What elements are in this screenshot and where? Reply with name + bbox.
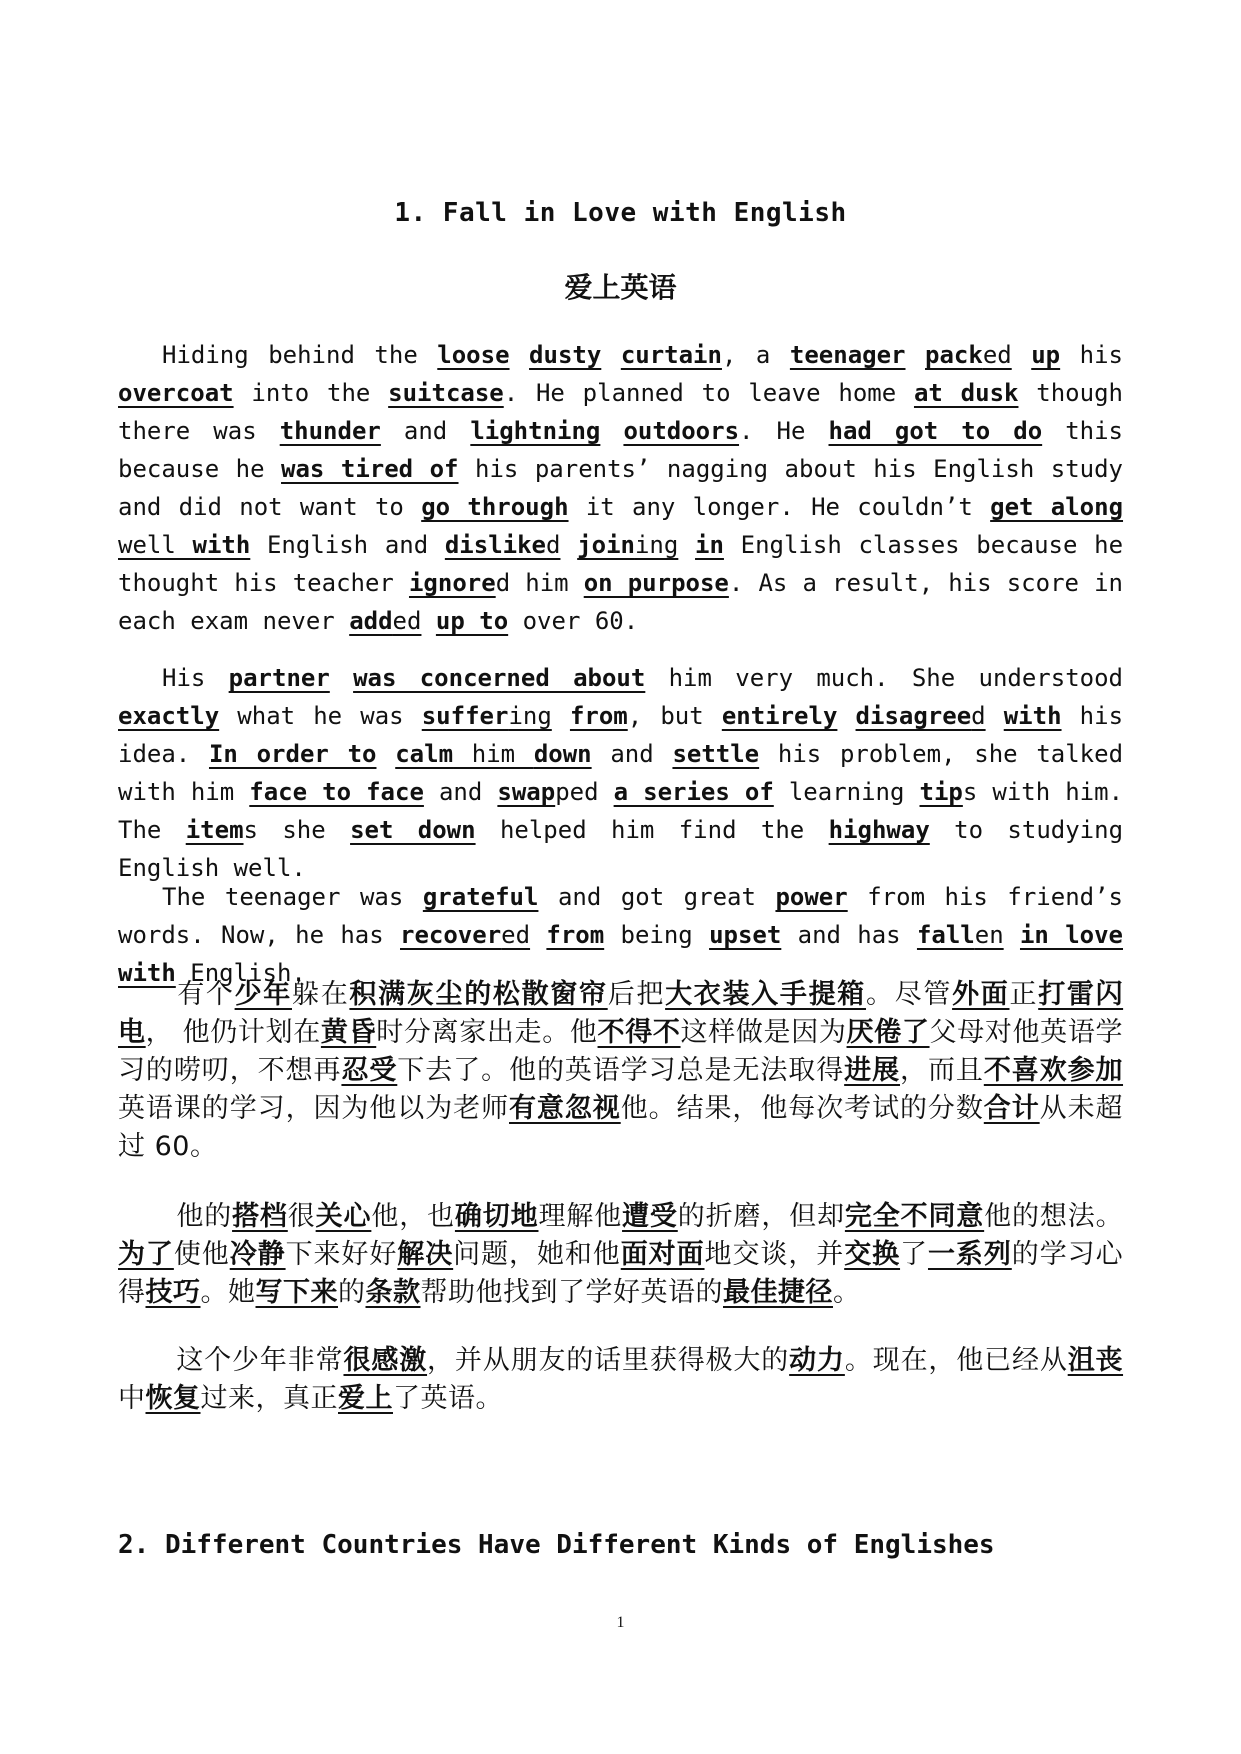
text-run: him very much. She understood xyxy=(645,664,1123,692)
zh-paragraph-3-body xyxy=(118,1345,1123,1414)
text-run xyxy=(552,702,570,730)
text-run: . As a result, his score in each exam never xyxy=(118,569,1123,635)
vocab-term: 动力 xyxy=(789,1345,845,1376)
vocab-term: in xyxy=(695,531,724,559)
vocab-term: d xyxy=(546,531,561,559)
text-run: d him xyxy=(495,569,584,597)
text-run: what he was xyxy=(219,702,422,730)
vocab-term: upset xyxy=(709,921,782,949)
text-run: 后把 xyxy=(607,979,666,1010)
text-run: English classes because he thought his teacher xyxy=(118,531,1124,597)
en-paragraph-3-body xyxy=(118,883,1123,987)
text-run xyxy=(510,341,530,369)
text-run xyxy=(601,341,621,369)
zh-paragraph-2-body xyxy=(118,1201,1123,1308)
vocab-term: recover xyxy=(400,921,502,949)
text-run: his problem, she talked with him xyxy=(118,740,1124,806)
zh-paragraph-2 xyxy=(118,1198,1123,1312)
vocab-term: curtain xyxy=(620,341,722,369)
vocab-term: 确切地 xyxy=(454,1201,539,1232)
text-run: , but xyxy=(627,702,722,730)
vocab-term: 很感激 xyxy=(343,1345,428,1376)
vocab-term: suitcase xyxy=(388,379,504,407)
en-paragraph-1-body xyxy=(118,341,1123,635)
vocab-term: ed xyxy=(392,607,422,635)
text-run: helped him find the xyxy=(475,816,829,844)
zh-paragraph-1-body xyxy=(118,979,1123,1162)
vocab-term: a series of xyxy=(613,778,774,806)
vocab-term: add xyxy=(349,607,393,635)
vocab-term: with xyxy=(1003,702,1062,730)
vocab-term: 少年 xyxy=(234,979,292,1010)
text-run: 父母对他英语学习的唠叨，不想再 xyxy=(118,1017,1124,1086)
vocab-term: entirely xyxy=(721,702,838,730)
vocab-term: 写下来 xyxy=(255,1277,338,1308)
vocab-term: 完全不同意 xyxy=(844,1201,985,1232)
vocab-term: ignore xyxy=(408,569,496,597)
vocab-term: from xyxy=(569,702,628,730)
text-run: his idea. xyxy=(118,702,1124,768)
vocab-term: suffer xyxy=(421,702,509,730)
text-run: 过来，真正 xyxy=(200,1383,338,1414)
text-run xyxy=(906,341,926,369)
vocab-term: tip xyxy=(919,778,963,806)
vocab-term: at dusk xyxy=(913,379,1019,407)
vocab-term: highway xyxy=(828,816,930,844)
vocab-term: exactly xyxy=(118,702,220,730)
text-run: English. xyxy=(175,959,306,987)
en-paragraph-2-body xyxy=(118,664,1123,882)
vocab-term: 解决 xyxy=(397,1239,454,1270)
text-run: 问题，她和他 xyxy=(453,1239,621,1270)
text-run: and has xyxy=(781,921,917,949)
vocab-term: 关心 xyxy=(315,1201,372,1232)
text-run: 的 xyxy=(338,1277,366,1308)
vocab-term: partner xyxy=(228,664,330,692)
vocab-term: on purpose xyxy=(583,569,729,597)
text-run xyxy=(600,417,623,445)
text-run: his xyxy=(1060,341,1124,369)
text-run: 地交谈，并 xyxy=(704,1239,845,1270)
vocab-term: 遭受 xyxy=(622,1201,678,1232)
text-run: 使他 xyxy=(173,1239,230,1270)
text-run xyxy=(376,740,395,768)
section-2-heading: 2. Different Countries Have Different Kinds of Englishes xyxy=(118,1530,995,1560)
text-run: 这个少年非常 xyxy=(176,1345,344,1376)
page-number: 1 xyxy=(616,1614,625,1631)
text-run: 他。结果，他每次考试的分数 xyxy=(620,1093,984,1124)
vocab-term: thunder xyxy=(279,417,381,445)
vocab-term: item xyxy=(185,816,244,844)
text-run: The teenager was xyxy=(162,883,423,911)
vocab-term: had got to do xyxy=(828,417,1043,445)
text-run: 。尽管 xyxy=(865,979,953,1010)
text-run: his parents’ nagging about his English study and did not want to xyxy=(118,455,1124,521)
text-run: and got great xyxy=(538,883,776,911)
text-run: ped xyxy=(555,778,614,806)
vocab-term: disagree xyxy=(855,702,972,730)
text-run: 的学习心得 xyxy=(118,1239,1124,1308)
vocab-term: teenager xyxy=(789,341,906,369)
vocab-term: calm xyxy=(395,740,454,768)
vocab-term: ing xyxy=(508,702,552,730)
text-run: 有个 xyxy=(176,979,235,1010)
vocab-term: down xyxy=(533,740,592,768)
vocab-term: 厌倦了 xyxy=(846,1017,930,1048)
text-run: and xyxy=(423,778,498,806)
text-run: learning xyxy=(773,778,920,806)
text-run: 中 xyxy=(118,1383,146,1414)
vocab-term: ing xyxy=(634,531,679,559)
text-run: 的折磨，但却 xyxy=(677,1201,845,1232)
vocab-term: 面对面 xyxy=(620,1239,705,1270)
vocab-term: up xyxy=(1031,341,1061,369)
text-run: English and xyxy=(250,531,445,559)
text-run: s she xyxy=(243,816,351,844)
text-run: 帮助他找到了学好英语的 xyxy=(420,1277,723,1308)
vocab-term: get along xyxy=(990,493,1124,521)
vocab-term: face to face xyxy=(249,778,424,806)
text-run: 正 xyxy=(1009,979,1039,1010)
vocab-term: from xyxy=(546,921,605,949)
text-run: over 60. xyxy=(508,607,639,635)
text-run: 他的 xyxy=(176,1201,233,1232)
vocab-term: ed xyxy=(982,341,1012,369)
text-run: 。 xyxy=(833,1277,861,1308)
text-run: from his friend’s words. Now, he has xyxy=(118,883,1123,949)
chapter-title-en: 1. Fall in Love with English xyxy=(394,198,847,228)
vocab-term: 冷静 xyxy=(229,1239,286,1270)
text-run xyxy=(1004,921,1020,949)
vocab-term: 忍受 xyxy=(341,1055,398,1086)
text-run xyxy=(421,607,435,635)
vocab-term: with xyxy=(192,531,251,559)
vocab-term: outdoors xyxy=(623,417,740,445)
text-run: and xyxy=(380,417,471,445)
text-run: ， 他仍计划在 xyxy=(145,1017,321,1048)
vocab-term: 搭档 xyxy=(232,1201,288,1232)
vocab-term: well xyxy=(118,531,193,559)
text-run xyxy=(530,921,546,949)
vocab-term: 最佳捷径 xyxy=(723,1277,833,1308)
vocab-term: 沮丧 xyxy=(1067,1345,1124,1376)
en-paragraph-2 xyxy=(118,659,1123,887)
en-paragraph-3 xyxy=(118,878,1123,992)
vocab-term: In order to xyxy=(208,740,377,768)
vocab-term: dusty xyxy=(529,341,602,369)
vocab-term: pack xyxy=(925,341,983,369)
text-run: 了 xyxy=(900,1239,928,1270)
text-run: 下来好好 xyxy=(285,1239,398,1270)
vocab-term: grateful xyxy=(422,883,539,911)
text-run: it any longer. He couldn’t xyxy=(568,493,991,521)
vocab-term: lightning xyxy=(470,417,601,445)
vocab-term: loose xyxy=(437,341,510,369)
text-run: ，并从朋友的话里获得极大的 xyxy=(427,1345,790,1376)
zh-paragraph-1 xyxy=(118,976,1123,1166)
vocab-term: 有意忽视 xyxy=(509,1093,621,1124)
text-run: 从未超过 60。 xyxy=(118,1093,1124,1162)
text-run: 时分离家出走。他 xyxy=(376,1017,598,1048)
vocab-term: 一系列 xyxy=(927,1239,1012,1270)
text-run: His xyxy=(162,664,229,692)
text-run: though there was xyxy=(118,379,1123,445)
text-run: , a xyxy=(721,341,790,369)
vocab-term: 恢复 xyxy=(145,1383,201,1414)
vocab-term: dislike xyxy=(444,531,547,559)
text-run: 他，也 xyxy=(371,1201,455,1232)
text-run xyxy=(678,531,695,559)
vocab-term: 进展 xyxy=(844,1055,901,1086)
vocab-term: overcoat xyxy=(118,379,234,407)
vocab-term: 打雷闪电 xyxy=(118,979,1124,1048)
vocab-term: 交换 xyxy=(844,1239,901,1270)
text-run xyxy=(330,664,353,692)
text-run: 英语课的学习，因为他以为老师 xyxy=(118,1093,509,1124)
text-run: ，而且 xyxy=(900,1055,984,1086)
text-run: into the xyxy=(233,379,389,407)
vocab-term: d xyxy=(971,702,986,730)
vocab-term: settle xyxy=(672,740,760,768)
chapter-title-zh: 爱上英语 xyxy=(564,271,677,304)
text-run: 躲在 xyxy=(292,979,350,1010)
vocab-term: fall xyxy=(916,921,975,949)
vocab-term: go through xyxy=(421,493,569,521)
text-run xyxy=(1012,341,1032,369)
vocab-term: swap xyxy=(497,778,556,806)
text-run: 。她 xyxy=(200,1277,256,1308)
vocab-term: en xyxy=(974,921,1004,949)
vocab-term: join xyxy=(577,531,635,559)
text-run: 。现在，他已经从 xyxy=(844,1345,1068,1376)
text-run xyxy=(560,531,577,559)
vocab-term: 为了 xyxy=(118,1239,174,1270)
vocab-term: up to xyxy=(435,607,509,635)
text-run: 了英语。 xyxy=(393,1383,503,1414)
vocab-term: 条款 xyxy=(365,1277,421,1308)
text-run: and xyxy=(591,740,673,768)
vocab-term: 黄昏 xyxy=(320,1017,377,1048)
vocab-term: 合计 xyxy=(983,1093,1040,1124)
text-run: Hiding behind the xyxy=(162,341,438,369)
text-run: 这样做是因为 xyxy=(680,1017,847,1048)
zh-paragraph-3 xyxy=(118,1342,1123,1418)
vocab-term: 爱上 xyxy=(338,1383,393,1414)
vocab-term: 大衣装入手提箱 xyxy=(665,979,866,1010)
text-run xyxy=(986,702,1004,730)
vocab-term: 积满灰尘的松散窗帘 xyxy=(349,979,608,1010)
text-run xyxy=(837,702,855,730)
vocab-term: was tired of xyxy=(281,455,459,483)
vocab-term: set down xyxy=(350,816,476,844)
text-run: this because he xyxy=(118,417,1124,483)
text-run: s with him. The xyxy=(118,778,1124,844)
vocab-term: him xyxy=(453,740,534,768)
vocab-term: 外面 xyxy=(952,979,1010,1010)
text-run: 理解他 xyxy=(538,1201,623,1232)
vocab-term: 不喜欢参加 xyxy=(983,1055,1124,1086)
text-run: to studying English well. xyxy=(118,816,1124,882)
vocab-term: 不得不 xyxy=(597,1017,681,1048)
text-run: . He xyxy=(739,417,829,445)
text-run: . He planned to leave home xyxy=(503,379,914,407)
vocab-term: 技巧 xyxy=(145,1277,201,1308)
vocab-term: ed xyxy=(501,921,531,949)
vocab-term: in love with xyxy=(118,921,1123,987)
en-paragraph-1 xyxy=(118,336,1123,640)
text-run: being xyxy=(604,921,710,949)
text-run: 下去了。他的英语学习总是无法取得 xyxy=(397,1055,845,1086)
vocab-term: was concerned about xyxy=(353,664,646,692)
vocab-term: power xyxy=(775,883,848,911)
text-run: 他的想法。 xyxy=(984,1201,1124,1232)
text-run: 很 xyxy=(287,1201,316,1232)
